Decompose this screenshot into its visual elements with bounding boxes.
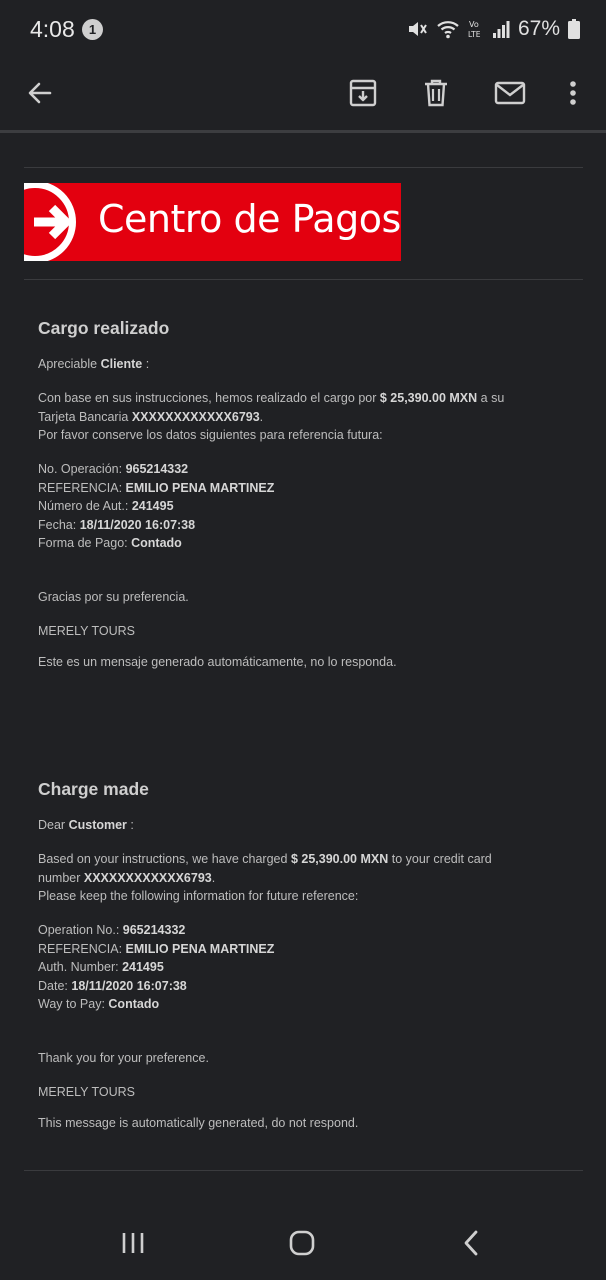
section-title: Cargo realizado — [38, 318, 170, 338]
delete-button[interactable] — [413, 72, 459, 118]
status-icons — [406, 17, 580, 41]
recent-apps-icon — [120, 1231, 146, 1260]
home-icon — [289, 1230, 315, 1261]
greeting: Dear Customer : — [38, 818, 134, 832]
archive-button[interactable] — [340, 72, 386, 118]
card-number: XXXXXXXXXXXX6793 — [83, 870, 212, 885]
battery-icon — [568, 19, 580, 39]
divider — [24, 167, 583, 168]
battery-percentage: 67% — [517, 17, 560, 40]
auto-message: Este es un mensaje generado automáticamente, no lo responda. — [38, 655, 397, 669]
divider — [24, 1170, 583, 1171]
more-options-button[interactable] — [550, 72, 596, 118]
thanks-text: Gracias por su preferencia. — [38, 590, 189, 604]
svg-text:LTE: LTE — [467, 30, 481, 39]
section-title: Charge made — [38, 779, 149, 799]
card-number: XXXXXXXXXXXX6793 — [131, 409, 260, 424]
more-vert-icon — [569, 80, 577, 111]
email-body — [0, 133, 606, 1210]
mark-unread-button[interactable] — [487, 72, 533, 118]
svg-text:Vo: Vo — [468, 20, 479, 29]
nav-back-button[interactable] — [446, 1224, 496, 1266]
banner-arrow-icon — [32, 197, 74, 252]
delete-icon — [422, 78, 450, 113]
transaction-details: No. Operación: 965214332 REFERENCIA: EMILIO PENA MARTINEZ Número de Aut.: 241495 Fecha: 18/11/2020 16:07:38 Forma de Pago: Contado — [38, 462, 275, 550]
status-bar — [0, 0, 606, 60]
system-nav-bar — [0, 1210, 606, 1280]
nav-back-icon — [462, 1230, 480, 1261]
company-name: MERELY TOURS — [38, 1085, 136, 1099]
volte-icon — [468, 18, 484, 40]
mute-icon — [406, 18, 428, 40]
home-button[interactable] — [277, 1224, 327, 1266]
company-name: MERELY TOURS — [38, 624, 136, 638]
mark-unread-icon — [494, 80, 526, 111]
recent-apps-button[interactable] — [108, 1224, 158, 1266]
auto-message: This message is automatically generated, do not respond. — [38, 1116, 359, 1130]
thanks-text: Thank you for your preference. — [38, 1051, 209, 1065]
archive-icon — [348, 78, 378, 113]
amount: $ 25,390.00 MXN — [290, 852, 389, 866]
wifi-icon — [436, 18, 460, 40]
signal-icon — [492, 19, 510, 39]
banner-text: Centro de Pagos — [98, 197, 401, 241]
status-time: 4:08 — [30, 16, 75, 42]
transaction-details: Operation No.: 965214332 REFERENCIA: EMILIO PENA MARTINEZ Auth. Number: 241495 Date: 18/11/2020 16:07:38 Way to Pay: Contado — [38, 923, 275, 1011]
charge-message: Con base en sus instrucciones, hemos realizado el cargo por $ 25,390.00 MXN a su Tarjeta Bancaria XXXXXXXXXXXX6793. Por favor conserve los datos siguientes para referencia futura: — [38, 391, 505, 442]
amount: $ 25,390.00 MXN — [379, 391, 478, 405]
notification-count-badge: 1 — [82, 19, 103, 40]
back-button[interactable] — [17, 72, 63, 118]
centro-de-pagos-banner — [24, 183, 401, 261]
email-toolbar — [0, 60, 606, 130]
divider — [24, 279, 583, 280]
back-arrow-icon — [26, 79, 54, 112]
charge-message: Based on your instructions, we have charged $ 25,390.00 MXN to your credit card number XXXXXXXXXXXX6793. Please keep the following information for future reference: — [38, 852, 492, 903]
greeting: Apreciable Cliente : — [38, 357, 150, 371]
